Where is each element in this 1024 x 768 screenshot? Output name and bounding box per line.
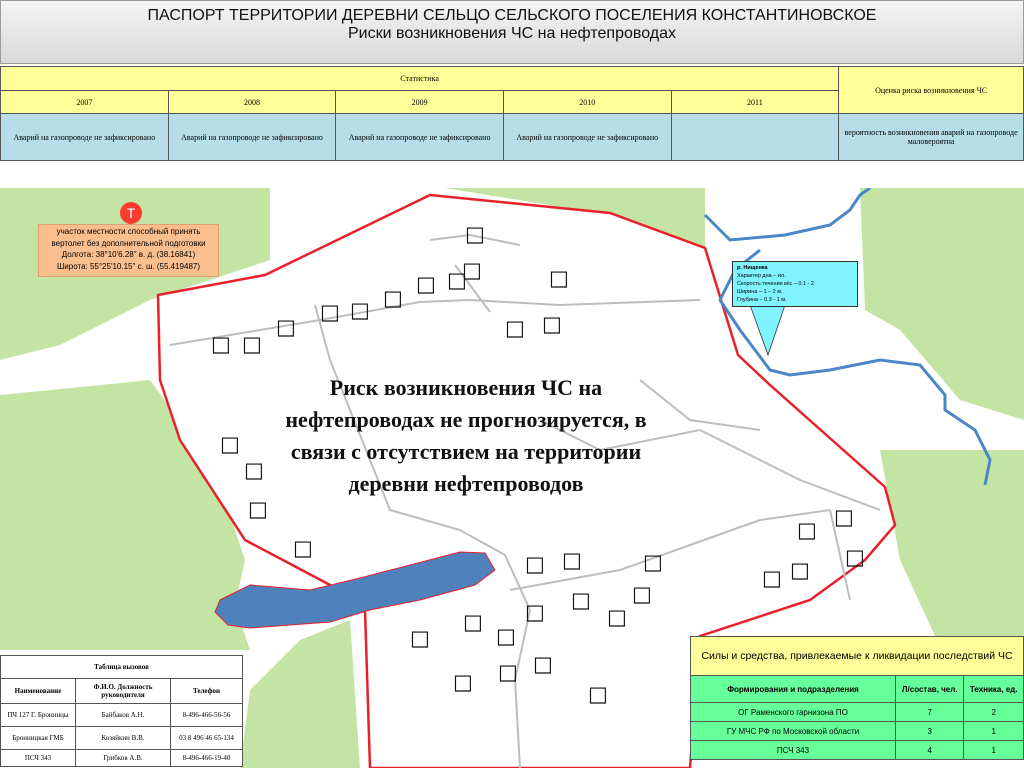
building-marker: □	[293, 536, 313, 560]
statistics-table	[0, 66, 1024, 161]
calls-cell: 8-496-466-19-40	[171, 750, 243, 767]
year-cell: 2010	[503, 91, 671, 114]
forces-cell: 3	[896, 722, 964, 741]
building-marker: □	[542, 312, 562, 336]
helipad-icon: Т	[120, 202, 142, 224]
building-marker: □	[276, 315, 296, 339]
building-marker: □	[248, 497, 268, 521]
table-row	[691, 722, 1024, 741]
building-marker: □	[632, 582, 652, 606]
building-marker: □	[416, 272, 436, 296]
helipad-note	[38, 224, 219, 277]
calls-cell: 8-496-466-56-56	[171, 704, 243, 727]
river-info-line: Ширина – 1 – 2 м.	[737, 289, 783, 295]
calls-cell: Грибков А.В.	[76, 750, 171, 767]
statistics-value-cell	[671, 114, 839, 161]
table-row	[691, 741, 1024, 760]
building-marker: □	[762, 566, 782, 590]
forces-cell: ГУ МЧС РФ по Московской области	[691, 722, 896, 741]
building-marker: □	[525, 600, 545, 624]
calls-cell: Бронницкая ГМБ	[1, 727, 76, 750]
building-marker: □	[562, 548, 582, 572]
statistics-value-cell: Аварий на газопроводе не зафиксировано	[168, 114, 336, 161]
building-marker: □	[607, 605, 627, 629]
forces-cell: ПСЧ 343	[691, 741, 896, 760]
building-marker: □	[465, 222, 485, 246]
building-marker: □	[588, 682, 608, 706]
forces-header: Формирования и подразделения	[691, 676, 896, 703]
building-marker: □	[220, 432, 240, 456]
building-marker: □	[242, 332, 262, 356]
table-row	[1, 750, 243, 767]
risk-statement: Риск возникновения ЧС на нефтепроводах не прогнозируется, в связи с отсутствием на территории деревни нефтепроводов	[285, 375, 647, 496]
table-row	[1, 704, 243, 727]
forces-cell: 1	[964, 722, 1024, 741]
calls-header: Наименование	[1, 679, 76, 704]
river-info-line: Характер дна – ил.	[737, 273, 786, 279]
statistics-header: Статистика	[1, 67, 839, 91]
forces-cell: ОГ Раменского гарнизона ПО	[691, 703, 896, 722]
year-cell: 2009	[336, 91, 504, 114]
building-marker: □	[525, 552, 545, 576]
helipad-note-line: участок местности способный принять	[56, 227, 201, 236]
table-row	[1, 727, 243, 750]
page-title: ПАСПОРТ ТЕРРИТОРИИ ДЕРЕВНИ СЕЛЬЦО СЕЛЬСКОГО ПОСЕЛЕНИЯ КОНСТАНТИНОВСКОЕ	[147, 7, 877, 24]
building-marker: □	[549, 266, 569, 290]
statistics-value-cell: Аварий на газопроводе не зафиксировано	[503, 114, 671, 161]
year-cell: 2008	[168, 91, 336, 114]
helipad-longitude: Долгота: 38°10'6.28" в. д. (38.16841)	[61, 250, 196, 259]
building-marker: □	[505, 316, 525, 340]
forces-cell: 7	[896, 703, 964, 722]
forces-table	[690, 636, 1024, 760]
calls-cell: 03 8 496 46 65-134	[171, 727, 243, 750]
calls-cell: Козяйкин В.В.	[76, 727, 171, 750]
river-info-line: Глубина – 0.3 - 1 м.	[737, 297, 787, 303]
calls-cell: ПЧ 127 Г. Бронницы	[1, 704, 76, 727]
forces-header: Л/состав, чел.	[896, 676, 964, 703]
forces-table-title: Силы и средства, привлекаемые к ликвидации последствий ЧС	[691, 637, 1024, 676]
forces-cell: 2	[964, 703, 1024, 722]
forces-cell: 4	[896, 741, 964, 760]
building-marker: □	[453, 670, 473, 694]
building-marker: □	[790, 558, 810, 582]
calls-cell: ПСЧ 343	[1, 750, 76, 767]
building-marker: □	[320, 300, 340, 324]
helipad-note-line: вертолет без дополнительной подготовки	[51, 238, 206, 248]
calls-cell: Байбаков А.Н.	[76, 704, 171, 727]
building-marker: □	[498, 660, 518, 684]
calls-header: Телефон	[171, 679, 243, 704]
calls-table-title: Таблица вызовов	[1, 656, 243, 679]
building-marker: □	[496, 624, 516, 648]
forces-cell: 1	[964, 741, 1024, 760]
building-marker: □	[797, 518, 817, 542]
building-marker: □	[463, 610, 483, 634]
page-subtitle: Риски возникновения ЧС на нефтепроводах	[348, 25, 676, 42]
building-marker: □	[462, 258, 482, 282]
page-header	[0, 0, 1024, 64]
risk-assessment-header: Оценка риска возникновения ЧС	[839, 67, 1024, 114]
table-row	[691, 703, 1024, 722]
year-cell: 2007	[1, 91, 169, 114]
calls-table	[0, 655, 243, 767]
statistics-value-cell: Аварий на газопроводе не зафиксировано	[336, 114, 504, 161]
building-marker: □	[383, 286, 403, 310]
building-marker: □	[211, 332, 231, 356]
statistics-value-cell: Аварий на газопроводе не зафиксировано	[1, 114, 169, 161]
forces-header: Техника, ед.	[964, 676, 1024, 703]
building-marker: □	[571, 588, 591, 612]
river-info-line: Скорость течения м\с – 0.1 - 2.	[737, 281, 816, 287]
building-marker: □	[410, 626, 430, 650]
building-marker: □	[244, 458, 264, 482]
building-marker: □	[643, 550, 663, 574]
building-marker: □	[533, 652, 553, 676]
risk-value-cell: вероятность возникновения аварий на газопроводе маловероятна	[839, 114, 1024, 161]
river-info	[732, 261, 858, 307]
building-marker: □	[845, 545, 865, 569]
helipad-latitude: Широта: 55°25'10.15" с. ш. (55.419487)	[56, 261, 201, 271]
year-cell: 2011	[671, 91, 839, 114]
building-marker: □	[447, 268, 467, 292]
building-marker: □	[834, 505, 854, 529]
calls-header: Ф.И.О. Должность руководителя	[76, 679, 171, 704]
river-name: р. Нищенка	[737, 265, 768, 271]
building-marker: □	[350, 298, 370, 322]
